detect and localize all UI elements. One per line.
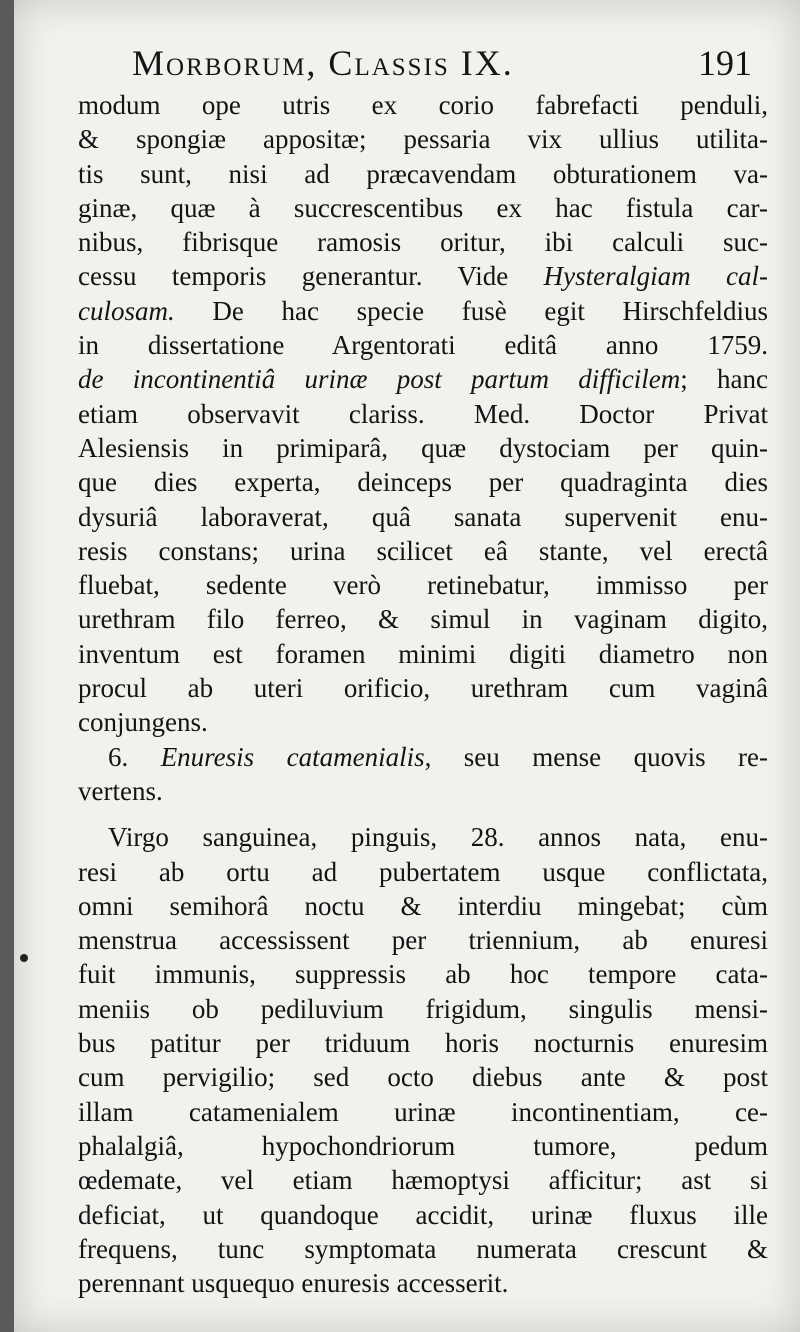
text-segment: frequens, tunc symptomata numerata crescunt & [78, 1233, 768, 1264]
text-segment: modum ope utris ex corio fabrefacti penduli, [78, 90, 768, 120]
text-segment: ginæ, quæ à succrescentibus ex hac fistula car- [78, 192, 768, 223]
text-line [78, 328, 768, 362]
text-segment: 6. [108, 741, 161, 772]
text-line [78, 397, 768, 431]
text-line [78, 992, 768, 1026]
text-segment: in dissertatione Argentorati editâ anno 1759. [78, 330, 768, 361]
text-segment: urethram filo ferreo, & simul in vaginam digito, [78, 604, 768, 635]
text-line [78, 294, 768, 328]
text-segment: illam catamenialem urinæ incontinentiam, ce- [78, 1096, 768, 1127]
text-line [78, 1232, 768, 1266]
text-segment: resis constans; urina scilicet eâ stante, vel erectâ [78, 535, 768, 566]
text-segment: œdemate, vel etiam hæmoptysi afficitur; ast si [78, 1165, 768, 1196]
text-line [78, 705, 768, 739]
text-line [78, 820, 768, 854]
text-line [78, 225, 768, 259]
text-segment: deficiat, ut quandoque accidit, urinæ fluxus ille [78, 1199, 768, 1230]
text-segment: cessu temporis generantur. Vide [78, 261, 544, 292]
text-line [78, 191, 768, 225]
text-line [78, 1266, 768, 1300]
text-line [78, 362, 768, 396]
text-segment: vertens. [78, 775, 163, 806]
italic-text: Enuresis catamenialis [160, 741, 425, 772]
text-segment: tis sunt, nisi ad præcavendam obturationem va- [78, 158, 768, 189]
text-line [78, 1198, 768, 1232]
margin-dot [20, 954, 28, 962]
body-text [78, 88, 768, 1300]
text-segment: omni semihorâ noctu & interdiu mingebat; cùm [78, 890, 768, 921]
text-line [78, 534, 768, 568]
text-line [78, 1060, 768, 1094]
text-line [78, 740, 768, 774]
text-segment: meniis ob pediluvium frigidum, singulis mensi- [78, 993, 768, 1024]
text-segment: menstrua accessissent per triennium, ab enuresi [78, 925, 768, 956]
text-segment: etiam observavit clariss. Med. Doctor Privat [78, 398, 768, 429]
text-segment: procul ab uteri orificio, urethram cum vaginâ [78, 673, 768, 704]
text-segment: perennant usquequo enuresis accesserit. [78, 1268, 509, 1299]
text-segment: bus patitur per triduum horis nocturnis enuresim [78, 1028, 768, 1059]
text-segment: inventum est foramen minimi digiti diametro non [78, 638, 768, 669]
book-page [14, 0, 800, 1332]
text-segment: phalalgiâ, hypochondriorum tumore, pedum [78, 1130, 768, 1161]
text-line [78, 637, 768, 671]
page-number: 191 [698, 43, 752, 83]
running-title: Morborum, Classis IX. [132, 43, 514, 83]
text-segment: Alesiensis in primiparâ, quæ dystociam per quin- [78, 432, 768, 463]
text-line [78, 1026, 768, 1060]
text-segment: conjungens. [78, 707, 208, 738]
text-line [78, 88, 768, 122]
text-segment: ; hanc [680, 364, 768, 395]
text-line [78, 1129, 768, 1163]
text-line [78, 923, 768, 957]
text-line [78, 1163, 768, 1197]
text-line [78, 259, 768, 293]
italic-text: culosam. [78, 295, 175, 326]
text-segment: fuit immunis, suppressis ab hoc tempore cata- [78, 959, 768, 990]
text-segment: cum pervigilio; sed octo diebus ante & post [78, 1062, 768, 1093]
text-segment: fluebat, sedente verò retinebatur, immisso per [78, 570, 768, 601]
text-segment: nibus, fibrisque ramosis oritur, ibi calculi suc- [78, 227, 768, 258]
text-line [78, 889, 768, 923]
text-segment: , seu mense quovis re- [424, 741, 768, 772]
text-line [78, 568, 768, 602]
text-line [78, 465, 768, 499]
text-line [78, 774, 768, 808]
text-line [78, 957, 768, 991]
italic-text: Hysteralgiam cal- [543, 261, 768, 292]
text-line [78, 122, 768, 156]
text-line [78, 1095, 768, 1129]
text-segment: & spongiæ appositæ; pessaria vix ullius utilita- [78, 124, 768, 155]
text-segment: Virgo sanguinea, pinguis, 28. annos nata, enu- [108, 822, 768, 853]
text-line [78, 431, 768, 465]
text-line [78, 671, 768, 705]
text-segment: De hac specie fusè egit Hirschfeldius [174, 295, 768, 326]
text-segment: dysuriâ laboraverat, quâ sanata supervenit enu- [78, 501, 768, 532]
text-line [78, 157, 768, 191]
running-header [132, 42, 752, 94]
text-segment: que dies experta, deinceps per quadraginta dies [78, 467, 768, 498]
text-line [78, 500, 768, 534]
italic-text: de incontinentiâ urinæ post partum difficilem [78, 364, 681, 395]
text-segment: resi ab ortu ad pubertatem usque conflictata, [78, 856, 768, 887]
text-line [78, 602, 768, 636]
text-line [78, 855, 768, 889]
